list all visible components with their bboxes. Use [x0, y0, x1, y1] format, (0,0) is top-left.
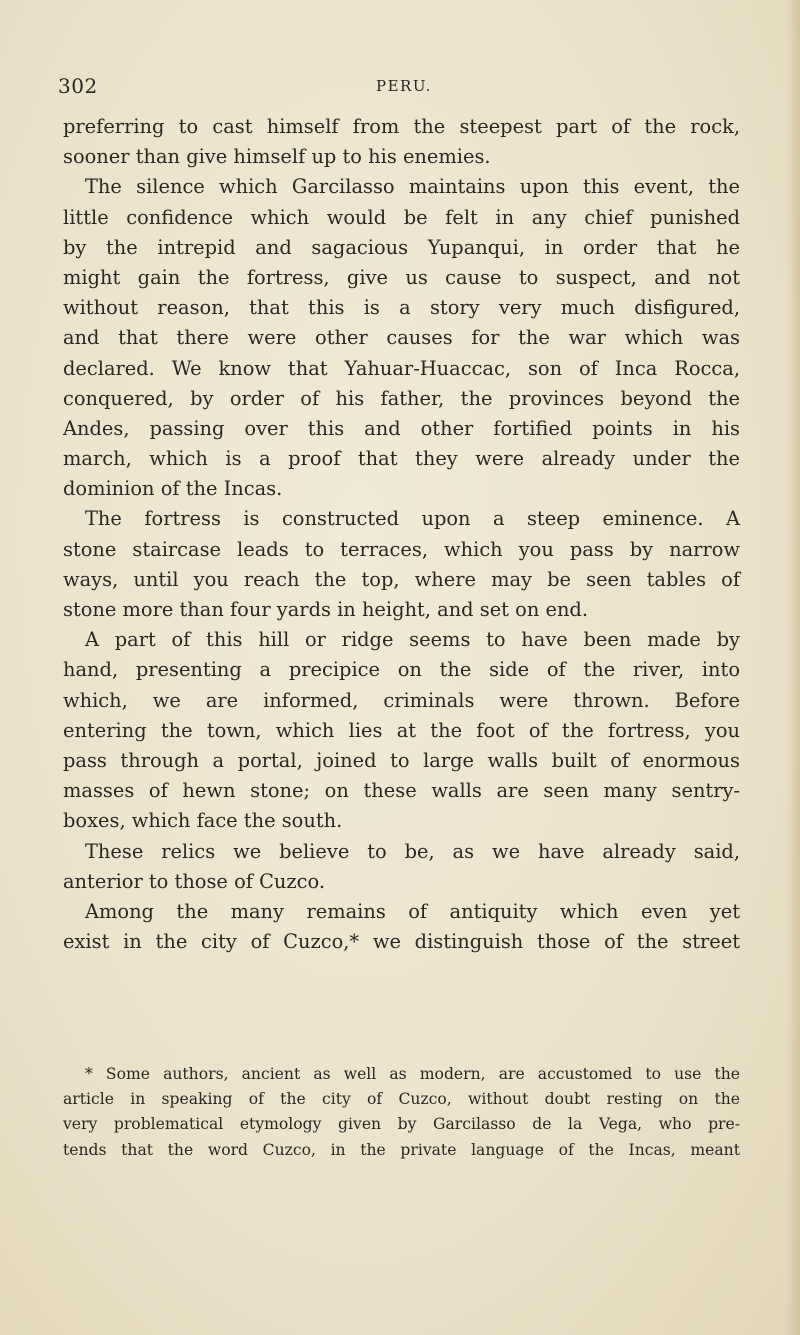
text-line: stone staircase leads to terraces, which you pass by narrow: [63, 537, 740, 561]
footnote: [63, 1062, 740, 1163]
footnote-line: tends that the word Cuzco, in the private language of the Incas, meant: [63, 1140, 740, 1159]
page-header: [58, 74, 740, 104]
text-line: pass through a portal, joined to large walls built of enormous: [63, 748, 740, 772]
text-line: Andes, passing over this and other fortified points in his: [63, 416, 740, 440]
text-line: These relics we believe to be, as we have already said,: [85, 839, 740, 863]
text-line: which, we are informed, criminals were thrown. Before: [63, 688, 740, 712]
text-line: The fortress is constructed upon a steep eminence. A: [85, 507, 740, 531]
text-line: hand, presenting a precipice on the side of the river, into: [63, 658, 740, 682]
text-line: little confidence which would be felt in any chief punished: [63, 205, 740, 229]
text-line: march, which is a proof that they were already under the: [63, 447, 740, 471]
footnote-line: * Some authors, ancient as well as modern, are accustomed to use the: [85, 1065, 740, 1083]
footnote-line: article in speaking of the city of Cuzco, without doubt resting on the: [63, 1090, 740, 1109]
text-line: preferring to cast himself from the steepest part of the rock,: [63, 115, 740, 138]
text-line: exist in the city of Cuzco,* we distinguish those of the street: [63, 930, 740, 954]
text-line: anterior to those of Cuzco.: [63, 869, 325, 893]
text-line: and that there were other causes for the war which was: [63, 326, 740, 350]
text-line: sooner than give himself up to his enemies.: [63, 145, 491, 169]
page-edge-shadow: [786, 0, 800, 1335]
running-head: PERU.: [376, 77, 432, 95]
text-line: conquered, by order of his father, the provinces beyond the: [63, 386, 740, 410]
footnote-line: very problematical etymology given by Garcilasso de la Vega, who pre-: [63, 1115, 740, 1134]
text-line: masses of hewn stone; on these walls are seen many sentry-: [63, 779, 740, 803]
text-line: Among the many remains of antiquity which even yet: [85, 899, 740, 923]
text-line: A part of this hill or ridge seems to have been made by: [85, 628, 740, 652]
page-number: 302: [58, 74, 98, 98]
text-line: without reason, that this is a story very much disfigured,: [63, 296, 740, 320]
text-line: ways, until you reach the top, where may be seen tables of: [63, 567, 740, 591]
text-line: The silence which Garcilasso maintains upon this event, the: [85, 175, 740, 199]
text-line: declared. We know that Yahuar-Huaccac, son of Inca Rocca,: [63, 356, 740, 380]
text-line: might gain the fortress, give us cause to suspect, and not: [63, 265, 740, 289]
body-text: [63, 112, 740, 957]
text-line: by the intrepid and sagacious Yupanqui, in order that he: [63, 235, 740, 259]
text-line: boxes, which face the south.: [63, 809, 343, 833]
text-line: dominion of the Incas.: [63, 477, 283, 501]
text-line: stone more than four yards in height, and set on end.: [63, 598, 589, 621]
text-line: entering the town, which lies at the foot of the fortress, you: [63, 718, 740, 742]
